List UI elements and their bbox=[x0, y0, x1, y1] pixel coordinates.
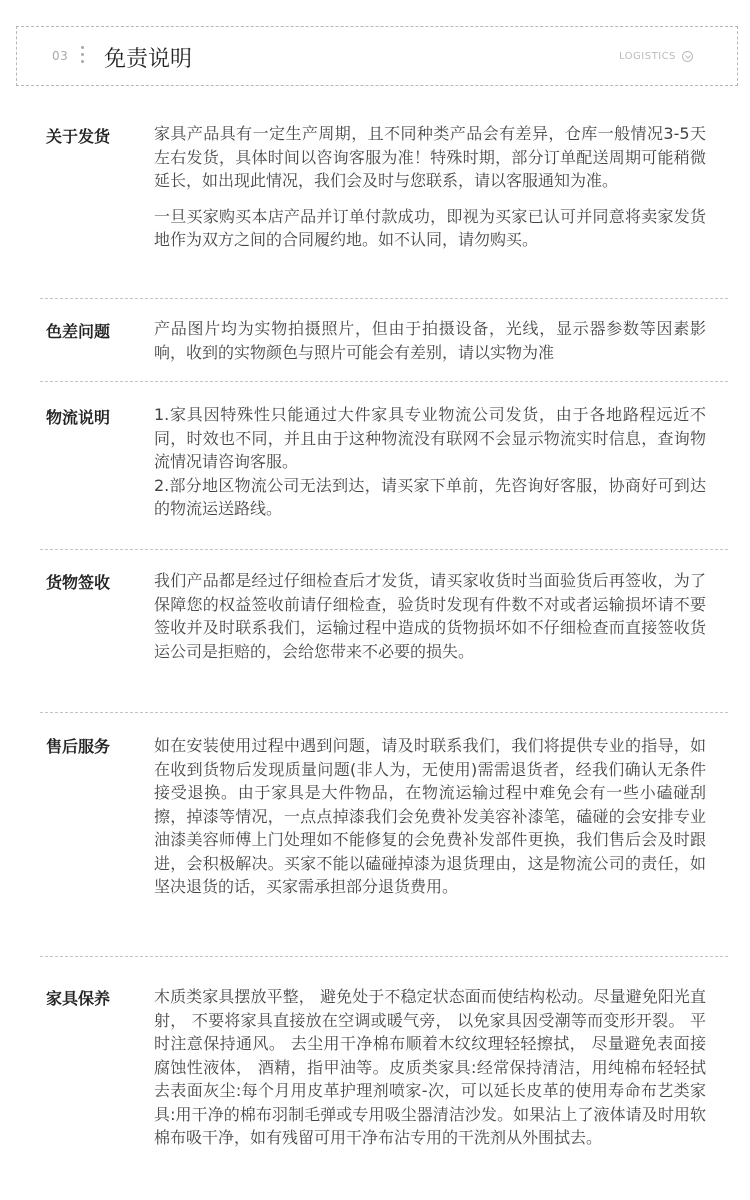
section-label: 售后服务 bbox=[46, 737, 111, 756]
section-paragraph: 产品图片均为实物拍摄照片，但由于拍摄设备，光线，显示器参数等因素影响，收到的实物颜色与照片可能会有差别，请以实物为准 bbox=[154, 319, 706, 362]
section-paragraph: 我们产品都是经过仔细检查后才发货，请买家收货时当面验货后再签收，为了保障您的权益签收前请仔细检查，验货时发现有件数不对或者运输损坏请不要签收并及时联系我们，运输过程中造成的货物损坏如不仔细检查而直接签收货运公司是拒赔的，会给您带来不必要的损失。 bbox=[154, 571, 706, 661]
section-after-sales bbox=[40, 712, 728, 957]
section-label: 物流说明 bbox=[46, 408, 111, 427]
section-paragraph: 2.部分地区物流公司无法到达，请买家下单前，先咨询好客服，协商好可到达的物流运送路线。 bbox=[154, 475, 706, 518]
section-header bbox=[16, 26, 738, 86]
section-paragraph: 一旦买家购买本店产品并订单付款成功，即视为买家已认可并同意将卖家发货地作为双方之间的合同履约地。如不认同，请勿购买。 bbox=[154, 206, 706, 249]
section-number: 03 bbox=[52, 49, 69, 63]
section-color-difference bbox=[40, 298, 728, 382]
section-shipping bbox=[40, 110, 728, 298]
section-body bbox=[154, 317, 706, 364]
section-tag bbox=[619, 51, 693, 62]
section-body bbox=[154, 403, 706, 521]
page-title: 免责说明 bbox=[104, 47, 193, 72]
section-tag-label: LOGISTICS bbox=[618, 51, 676, 62]
section-label: 关于发货 bbox=[46, 127, 111, 146]
section-furniture-care bbox=[40, 956, 728, 1197]
section-label: 家具保养 bbox=[46, 989, 111, 1008]
chevron-down-circle-icon bbox=[682, 51, 693, 62]
vertical-dots-icon bbox=[81, 46, 85, 67]
section-body bbox=[154, 122, 706, 252]
section-paragraph: 如在安装使用过程中遇到问题，请及时联系我们，我们将提供专业的指导，如在收到货物后发现质量问题(非人为，无使用)需需退货者，经我们确认无条件接受退换。由于家具是大件物品，在物流运输过程中难免会有一些小磕碰刮擦，掉漆等情况，一点点掉漆我们会免费补发美容补漆笔，磕碰的会安排专业油漆美容师傅上门处理如不能修复的会免费补发部件更换，我们售后会及时跟进，会积极解决。买家不能以磕碰掉漆为退货理由，这是物流公司的责任，如坚决退货的话，买家需承担部分退货费用。 bbox=[154, 736, 706, 896]
section-paragraph: 家具产品具有一定生产周期，且不同种类产品会有差异，仓库一般情况3-5天左右发货，具体时间以咨询客服为准！特殊时期，部分订单配送周期可能稍微延长，如出现此情况，我们会及时与您联系，请以客服通知为准。 bbox=[154, 124, 706, 190]
section-paragraph: 木质类家具摆放平整， 避免处于不稳定状态面而使结构松动。尽量避免阳光直射， 不要将家具直接放在空调或暖气旁， 以免家具因受潮等而变形开裂。 平时注意保持通风。 去尘用干净棉布顺着木纹纹理轻轻擦拭， 尽量避免表面接腐蚀性液体， 酒精，指甲油等。皮质类家具:经常保持清洁，用纯棉布轻轻拭去表面灰尘:每个月用皮革护理剂喷家-次，可以延长皮革的使用寿命布艺类家具:用干净的棉布羽制毛弹或专用吸尘器清洁沙发。如果沾上了液体请及时用软棉布吸干净，如有残留可用干净布沾专用的干洗剂从外围拭去。 bbox=[154, 987, 706, 1147]
section-label: 色差问题 bbox=[46, 322, 111, 341]
section-label: 货物签收 bbox=[46, 573, 111, 592]
section-body bbox=[154, 985, 706, 1150]
section-logistics bbox=[40, 381, 728, 550]
section-paragraph: 1.家具因特殊性只能通过大件家具专业物流公司发货，由于各地路程远近不同，时效也不同，并且由于这种物流没有联网不会显示物流实时信息，查询物流情况请咨询客服。 bbox=[154, 405, 706, 471]
section-receipt bbox=[40, 549, 728, 713]
section-body bbox=[154, 569, 706, 663]
section-body bbox=[154, 734, 706, 899]
